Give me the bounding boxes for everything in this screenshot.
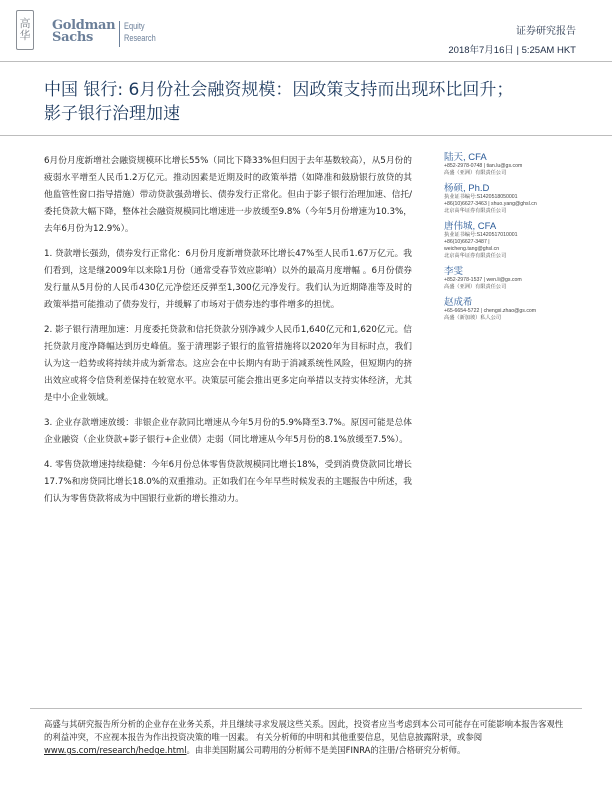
analyst-name: 杨硕, Ph.D bbox=[444, 183, 490, 194]
report-body bbox=[44, 153, 412, 516]
report-datetime: 2018年7月16日 | 5:25AM HKT bbox=[448, 45, 576, 56]
header-divider bbox=[0, 61, 612, 62]
gaohua-seal-logo bbox=[16, 10, 34, 50]
analyst-contact[interactable]: +86(10)6627-3463 | shuo.yang@ghsl.cn bbox=[444, 201, 537, 207]
analyst-entity: 高盛（亚洲）有限责任公司 bbox=[444, 170, 507, 176]
analyst-name: 唐伟城, CFA bbox=[444, 221, 497, 232]
title-divider bbox=[0, 135, 612, 136]
point-4-paragraph: 4. 零售贷款增速持续稳健：今年6月份总体零售贷款规模同比增长18%，受到消费贷款同比增长17.7%和房贷同比增长18.0%的双重推动。正如我们在今年早些时候发表的主题报告中所述，我们认为零售贷款将成为中国银行业新的增长推动力。 bbox=[44, 460, 412, 504]
analyst-name: 陆天, CFA bbox=[444, 152, 487, 163]
point-3-paragraph: 3. 企业存款增速放缓：非银企业存款同比增速从今年5月份的5.9%降至3.7%。原因可能是总体企业融资（企业贷款+影子银行+企业债）走弱（同比增速从今年5月份的8.1%放缓至7.5%）。 bbox=[44, 418, 412, 445]
analyst-license: 执业证书编号:S1420518050001 bbox=[444, 194, 518, 200]
disclosure-footer bbox=[44, 718, 569, 757]
analyst-list bbox=[444, 152, 604, 328]
analyst-phone: +86(10)6627-3487 | bbox=[444, 239, 490, 245]
analyst-card bbox=[444, 183, 604, 215]
point-2-paragraph: 2. 影子银行清理加速：月度委托贷款和信托贷款分别净减少人民币1,640亿元和1,620亿元。信托贷款月度净降幅达到历史峰值。鉴于清理影子银行的监管措施将以2020年为目标时点，我们认为这一趋势或将持续并成为新常态。这应会在中长期内有助于消减系统性风险，但短期内的挤出效应或将令信贷利差保持在较宽水平。决策层可能会推出更多定向举措以支持实体经济，尤其是中小企业领域。 bbox=[44, 325, 412, 403]
analyst-card bbox=[444, 221, 604, 260]
analyst-license: 执业证书编号:S1420517010001 bbox=[444, 232, 518, 238]
logo-divider bbox=[119, 21, 120, 47]
analyst-entity: 北京高华证券有限责任公司 bbox=[444, 253, 507, 259]
footer-divider bbox=[30, 708, 582, 709]
disclosure-text: 高盛与其研究报告所分析的企业存在业务关系，并且继续寻求发展这些关系。因此，投资者应当考虑到本公司可能存在可能影响本报告客观性的利益冲突，不应视本报告为作出投资决策的唯一因素。 有关分析师的申明和其他重要信息，见信息披露附录，或参阅 bbox=[44, 719, 564, 742]
disclosure-link[interactable]: www.gs.com/research/hedge.html bbox=[44, 745, 187, 755]
analyst-contact[interactable]: +65-6654-5722 | chengxi.zhao@gs.com bbox=[444, 308, 537, 314]
disclosure-text-end: 。由非美国附属公司聘用的分析师不是美国FINRA的注册/合格研究分析师。 bbox=[186, 745, 466, 755]
analyst-name: 赵成希 bbox=[444, 297, 473, 308]
seal-char: 高 bbox=[19, 17, 31, 30]
analyst-card bbox=[444, 152, 604, 177]
analyst-card bbox=[444, 297, 604, 322]
point-1-paragraph: 1. 贷款增长强劲，债券发行正常化：6月份月度新增贷款环比增长47%至人民币1.67万亿元。我们看到，这是继2009年以来除1月份（通常受春节效应影响）以外的最高月度增幅 。6月份债券发行量从5月份的人民币430亿元净偿还反弹至1,300亿元净发行。我们认为近期降准等及时的政策举措可能推动了债券发行，并缓解了市场对于债券违约事件增多的担忧。 bbox=[44, 249, 412, 310]
analyst-name: 李雯 bbox=[444, 266, 464, 277]
report-type: 证券研究报告 bbox=[516, 26, 576, 37]
brand-line1: Goldman bbox=[52, 18, 116, 33]
unit-line2: Research bbox=[124, 33, 156, 44]
unit-line1: Equity bbox=[124, 21, 145, 32]
analyst-contact[interactable]: +852-2978-1537 | wen.li@gs.com bbox=[444, 277, 522, 283]
analyst-contact[interactable]: +852-2978-0748 | tian.lu@gs.com bbox=[444, 163, 523, 169]
summary-paragraph: 6月份月度新增社会融资规模环比增长55%（同比下降33%但归因于去年基数较高），从5月份的疲弱水平增至人民币1.2万亿元。推动因素是近期及时的政策举措（如降准和鼓励银行放贷的其他监管性窗口指导措施）带动贷款强劲增长、债券发行正常化。但由于影子银行治理加速、信托/委托贷款大幅下降，整体社会融资规模同比增速进一步放缓至9.8%（今年5月份增速为10.3%，去年6月份为12.9%）。 bbox=[44, 156, 412, 234]
report-title: 中国 银行: 6月份社会融资规模：因政策支持而出现环比回升；影子银行治理加速 bbox=[44, 80, 514, 124]
goldman-sachs-logo bbox=[52, 20, 115, 44]
equity-research-label bbox=[124, 21, 156, 45]
analyst-entity: 北京高华证券有限责任公司 bbox=[444, 208, 507, 214]
analyst-email[interactable]: weicheng.tang@ghsl.cn bbox=[444, 246, 500, 252]
brand-line2: Sachs bbox=[52, 30, 93, 45]
analyst-entity: 高盛（亚洲）有限责任公司 bbox=[444, 284, 507, 290]
analyst-entity: 高盛（新加坡）私人公司 bbox=[444, 315, 502, 321]
seal-char: 华 bbox=[19, 29, 31, 42]
analyst-card bbox=[444, 266, 604, 291]
